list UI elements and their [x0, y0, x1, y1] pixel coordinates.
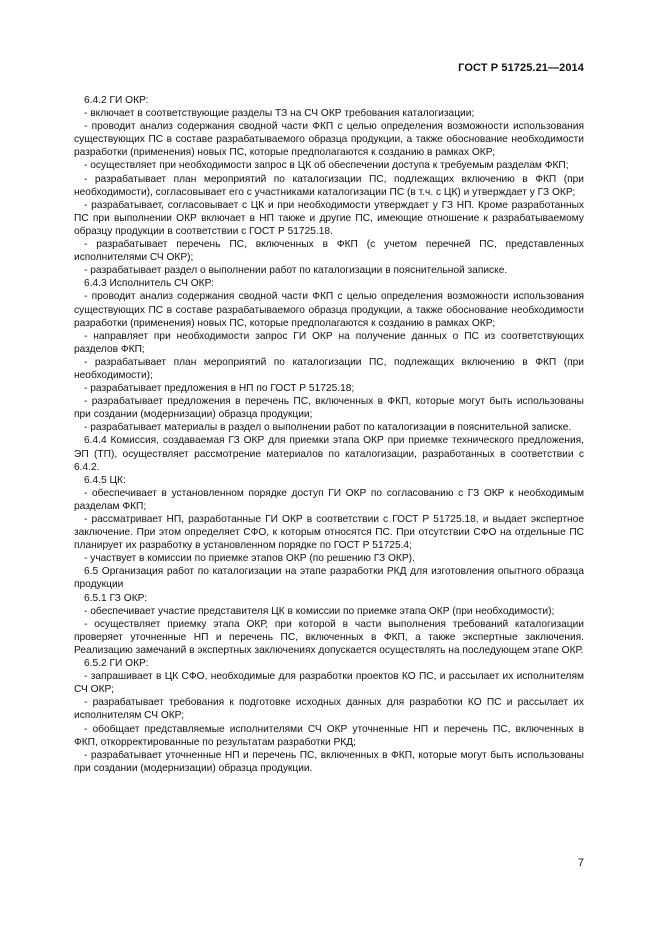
paragraph: - обеспечивает в установленном порядке доступ ГИ ОКР по согласованию с ГЗ ОКР к необходимым разделам ФКП; [74, 487, 584, 512]
paragraph: 6.4.3 Исполнитель СЧ ОКР: [84, 278, 214, 290]
paragraph: - рассматривает НП, разработанные ГИ ОКР в соответствии с ГОСТ Р 51725.18, и выдает экспертное заключение. При этом определяет СФО, к которым относятся ПС. При отсутствии СФО на отдельные ПС планирует их разработку в установленном порядке по ГОСТ Р 51725.4; [74, 514, 584, 552]
paragraph: 6.4.5 ЦК: [84, 474, 126, 486]
paragraph: - проводит анализ содержания сводной части ФКП с целью определения возможности использования существующих ПС в составе разрабатываемого образца продукции, а также обоснование необходимости разработки (применения) новых ПС, которые предполагаются к созданию в рамках ОКР; [74, 291, 584, 329]
paragraph: - разрабатывает перечень ПС, включенных в ФКП (с учетом перечней ПС, представленных исполнителями СЧ ОКР); [74, 239, 584, 264]
paragraph: 6.4.2 ГИ ОКР: [84, 95, 149, 106]
page-number: 7 [577, 857, 584, 869]
paragraph: - разрабатывает раздел о выполнении работ по каталогизации в пояснительной записке. [84, 265, 508, 277]
paragraph: - разрабатывает требования к подготовке исходных данных для разработки КО ПС и рассылает их исполнителям СЧ ОКР; [74, 697, 584, 722]
paragraph: 6.5 Организация работ по каталогизации на этапе разработки РКД для изготовления опытного образца продукции [74, 566, 584, 591]
standard-header: ГОСТ Р 51725.21—2014 [458, 62, 584, 74]
paragraph: - обобщает представляемые исполнителями СЧ ОКР уточненные НП и перечень ПС, включенных в ФКП, откорректированные по результатам разработки РКД; [74, 723, 584, 748]
paragraph: 6.5.2 ГИ ОКР: [84, 658, 149, 670]
paragraph: - разрабатывает уточненные НП и перечень ПС, включенных в ФКП, которые могут быть использованы при создании (модернизации) образца продукции. [74, 749, 584, 774]
paragraph: - обеспечивает участие представителя ЦК в комиссии по приемке этапа ОКР (при необходимости); [84, 605, 555, 617]
paragraph: 6.5.1 ГЗ ОКР: [84, 592, 148, 604]
paragraph: - разрабатывает план мероприятий по каталогизации ПС, подлежащих включению в ФКП (при необходимости), согласовывает его с участниками каталогизации ПС (в т.ч. с ЦК) и утверждает у ГЗ ОКР; [74, 173, 584, 198]
paragraph: - разрабатывает предложения в НП по ГОСТ Р 51725.18; [84, 383, 355, 395]
paragraph: - запрашивает в ЦК СФО, необходимые для разработки проектов КО ПС, и рассылает их исполнителям СЧ ОКР; [74, 671, 584, 696]
paragraph: 6.4.4 Комиссия, создаваемая ГЗ ОКР для приемки этапа ОКР при приемке технического предложения, ЭП (ТП), осуществляет рассмотрение материалов по каталогизации, разработанных в соответствии с 6.4.2. [74, 435, 584, 473]
paragraph: - участвует в комиссии по приемке этапов ОКР (по решению ГЗ ОКР). [84, 553, 415, 565]
document-body [74, 94, 584, 775]
paragraph: - разрабатывает план мероприятий по каталогизации ПС, подлежащих включению в ФКП (при необходимости); [74, 356, 584, 381]
paragraph: - осуществляет при необходимости запрос в ЦК об обеспечении доступа к требуемым разделам ФКП; [84, 160, 569, 172]
paragraph: - направляет при необходимости запрос ГИ ОКР на получение данных о ПС из соответствующих разделов ФКП; [74, 330, 584, 355]
paragraph: - разрабатывает материалы в раздел о выполнении работ по каталогизации в пояснительной записке. [84, 422, 572, 434]
paragraph: - разрабатывает предложения в перечень ПС, включенных в ФКП, которые могут быть использованы при создании (модернизации) образца продукции; [74, 396, 584, 421]
paragraph: - включает в соответствующие разделы ТЗ на СЧ ОКР требования каталогизации; [84, 108, 475, 120]
paragraph: - проводит анализ содержания сводной части ФКП с целью определения возможности использования существующих ПС в составе разрабатываемого образца продукции, а также обоснование необходимости разработки (применения) новых ПС, которые предполагаются к созданию в рамках ОКР; [74, 121, 584, 159]
paragraph: - осуществляет приемку этапа ОКР, при которой в части выполнения требований каталогизации проверяет уточненные НП и перечень ПС, включенных в ФКП, а также экспертные заключения. Реализацию замечаний в экспертных заключениях допускается осуществлять на последующем этапе ОКР. [74, 618, 584, 656]
paragraph: - разрабатывает, согласовывает с ЦК и при необходимости утверждает у ГЗ НП. Кроме разработанных ПС при выполнении ОКР включает в НП также и другие ПС, имеющие отношение к разрабатываемому образцу продукции в соответствии с ГОСТ Р 51725.18. [74, 199, 584, 237]
